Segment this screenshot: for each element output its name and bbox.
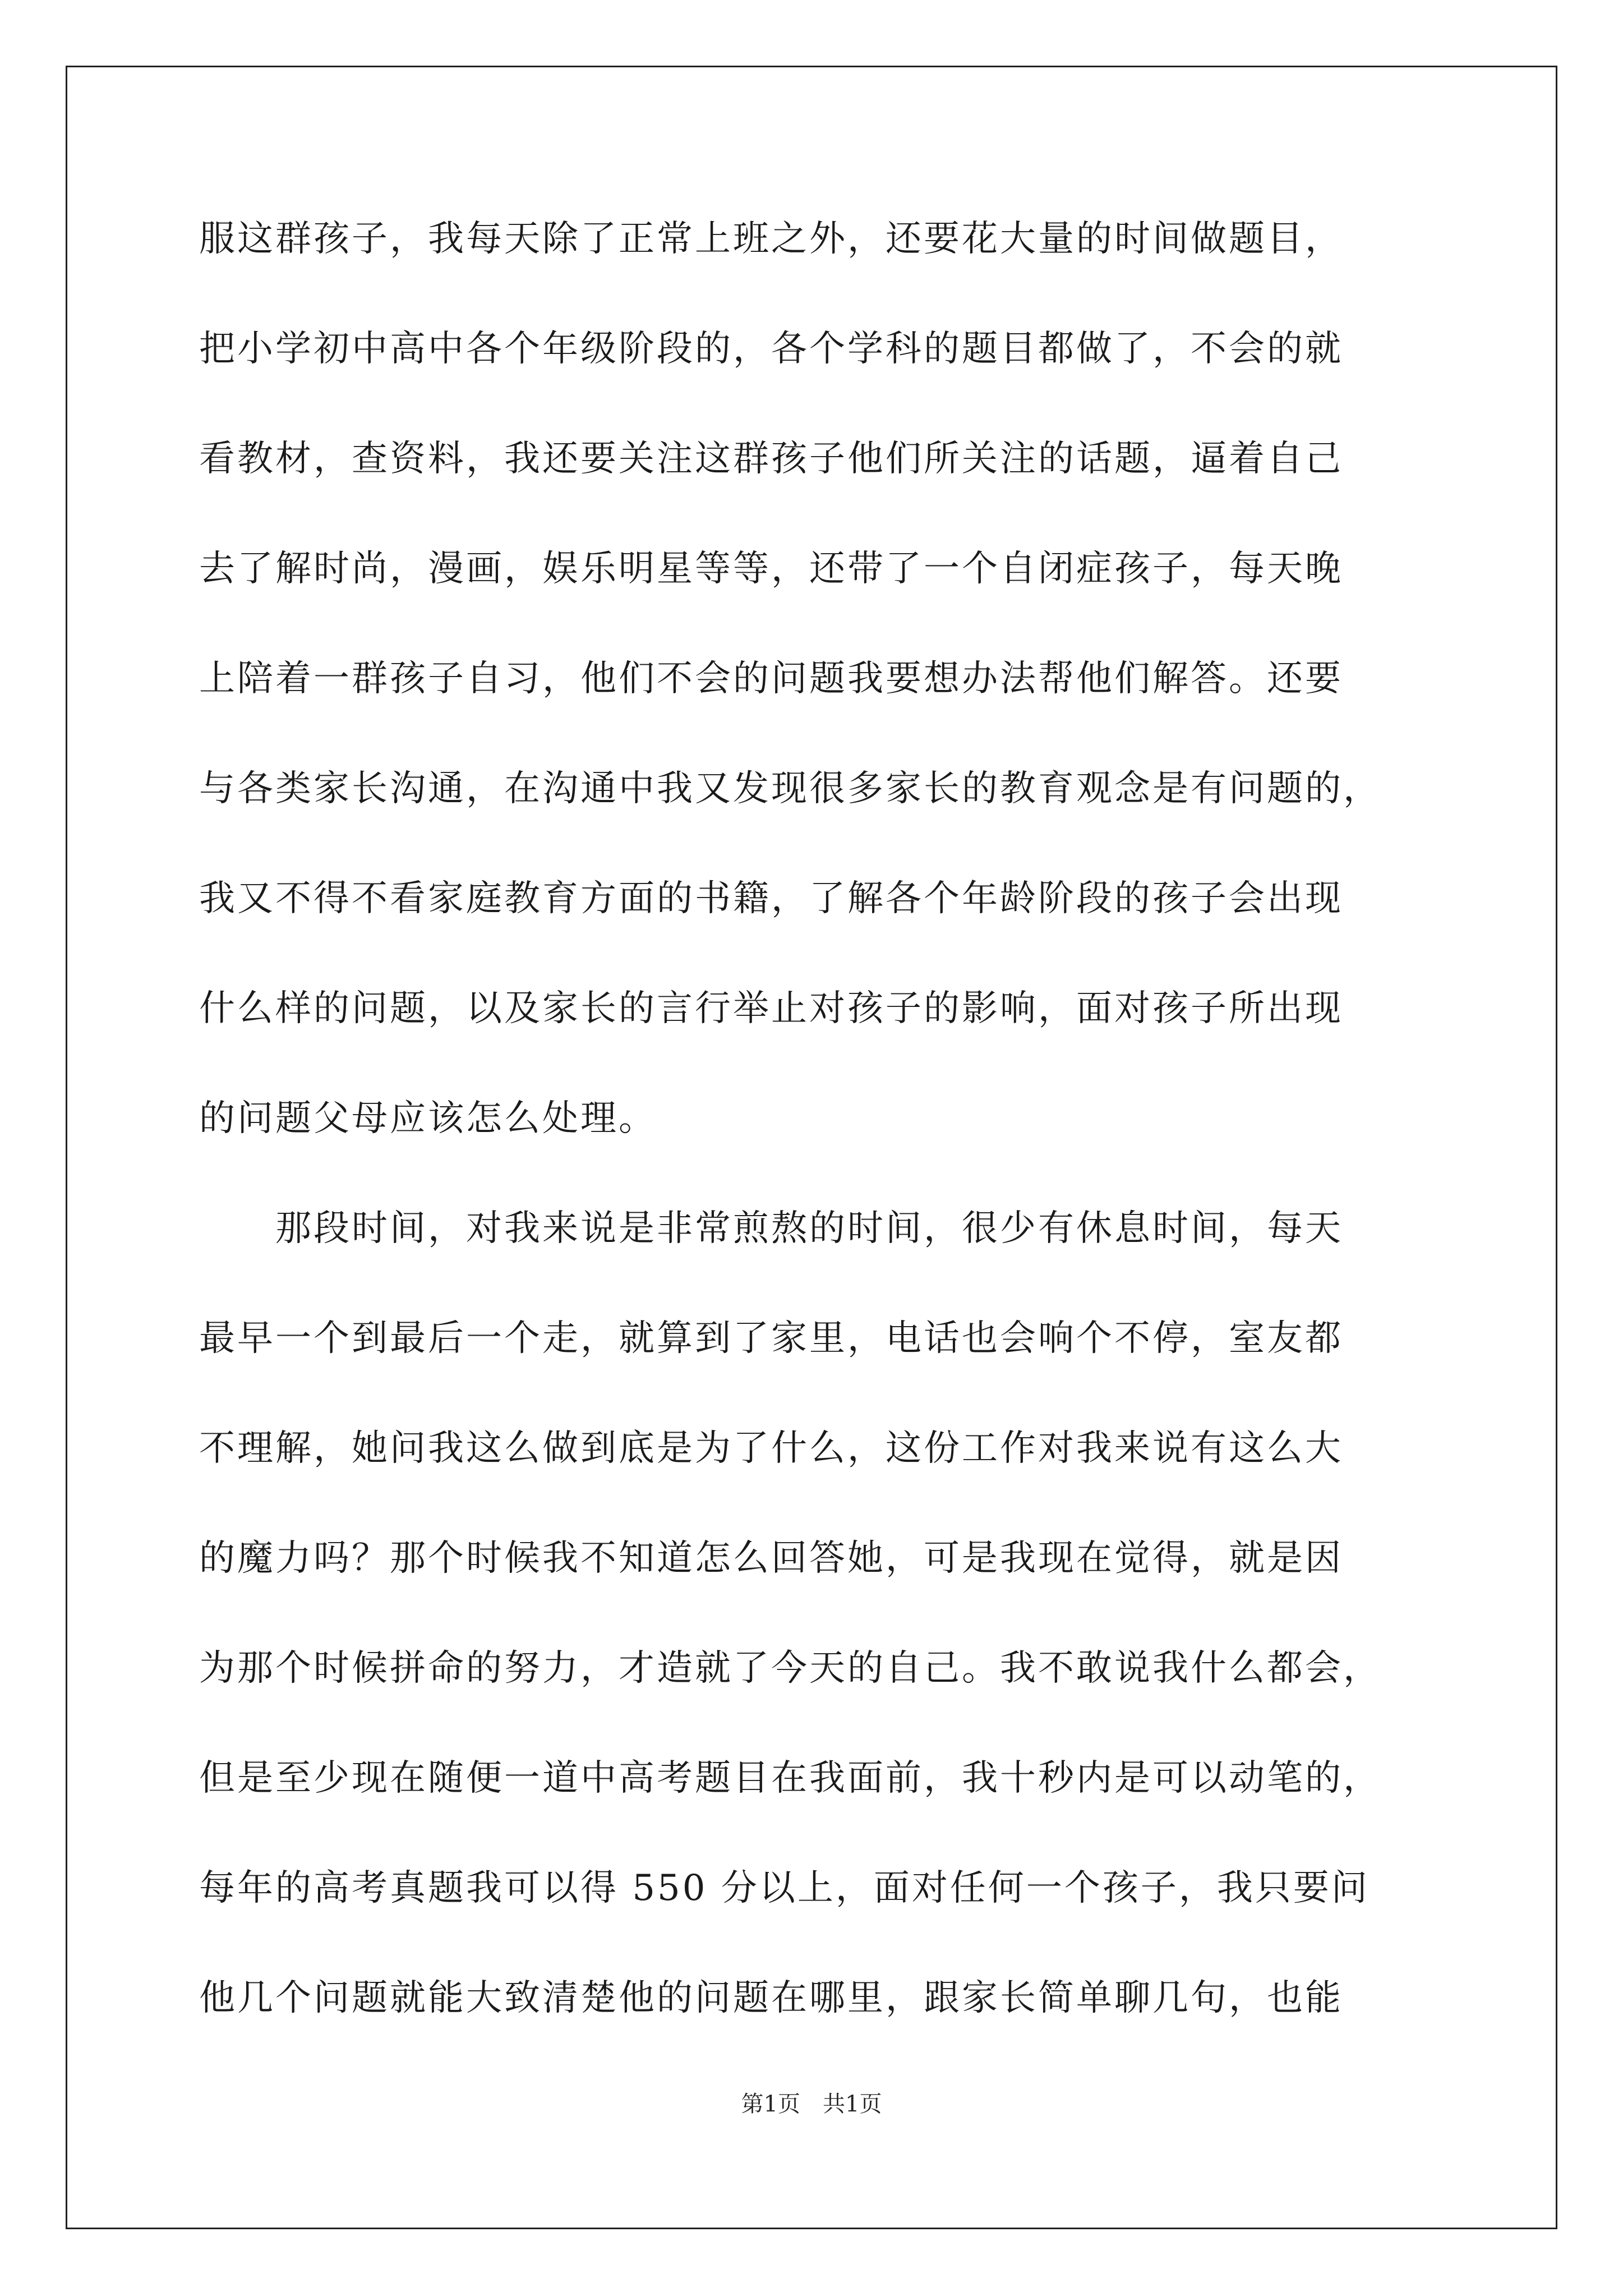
page-footer: 第1页 共1页 <box>741 2091 882 2117</box>
text-line: 的问题父母应该怎么处理。 <box>199 1098 657 1139</box>
text-line: 那段时间，对我来说是非常煎熬的时间，很少有休息时间，每天 <box>199 1208 1343 1249</box>
text-line: 上陪着一群孩子自习，他们不会的问题我要想办法帮他们解答。还要 <box>199 658 1343 700</box>
text-line: 与各类家长沟通，在沟通中我又发现很多家长的教育观念是有问题的， <box>199 768 1381 809</box>
text-line: 把小学初中高中各个年级阶段的，各个学科的题目都做了，不会的就 <box>199 328 1343 370</box>
text-line: 看教材，查资料，我还要关注这群孩子他们所关注的话题，逼着自己 <box>199 438 1343 480</box>
text-line: 每年的高考真题我可以得 550 分以上，面对任何一个孩子，我只要问 <box>199 1867 1370 1909</box>
text-line: 服这群孩子，我每天除了正常上班之外，还要花大量的时间做题目， <box>199 218 1343 260</box>
text-line: 什么样的问题，以及家长的言行举止对孩子的影响，面对孩子所出现 <box>199 988 1343 1029</box>
text-line: 但是至少现在随便一道中高考题目在我面前，我十秒内是可以动笔的， <box>199 1757 1381 1799</box>
text-line: 去了解时尚，漫画，娱乐明星等等，还带了一个自闭症孩子，每天晚 <box>199 548 1343 590</box>
text-line: 我又不得不看家庭教育方面的书籍，了解各个年龄阶段的孩子会出现 <box>199 878 1343 919</box>
text-line: 的魔力吗？那个时候我不知道怎么回答她，可是我现在觉得，就是因 <box>199 1538 1343 1579</box>
text-line: 为那个时候拼命的努力，才造就了今天的自己。我不敢说我什么都会， <box>199 1648 1381 1689</box>
text-line: 不理解，她问我这么做到底是为了什么，这份工作对我来说有这么大 <box>199 1428 1343 1469</box>
text-line: 最早一个到最后一个走，就算到了家里，电话也会响个不停，室友都 <box>199 1318 1343 1359</box>
text-line: 他几个问题就能大致清楚他的问题在哪里，跟家长简单聊几句，也能 <box>199 1977 1343 2019</box>
